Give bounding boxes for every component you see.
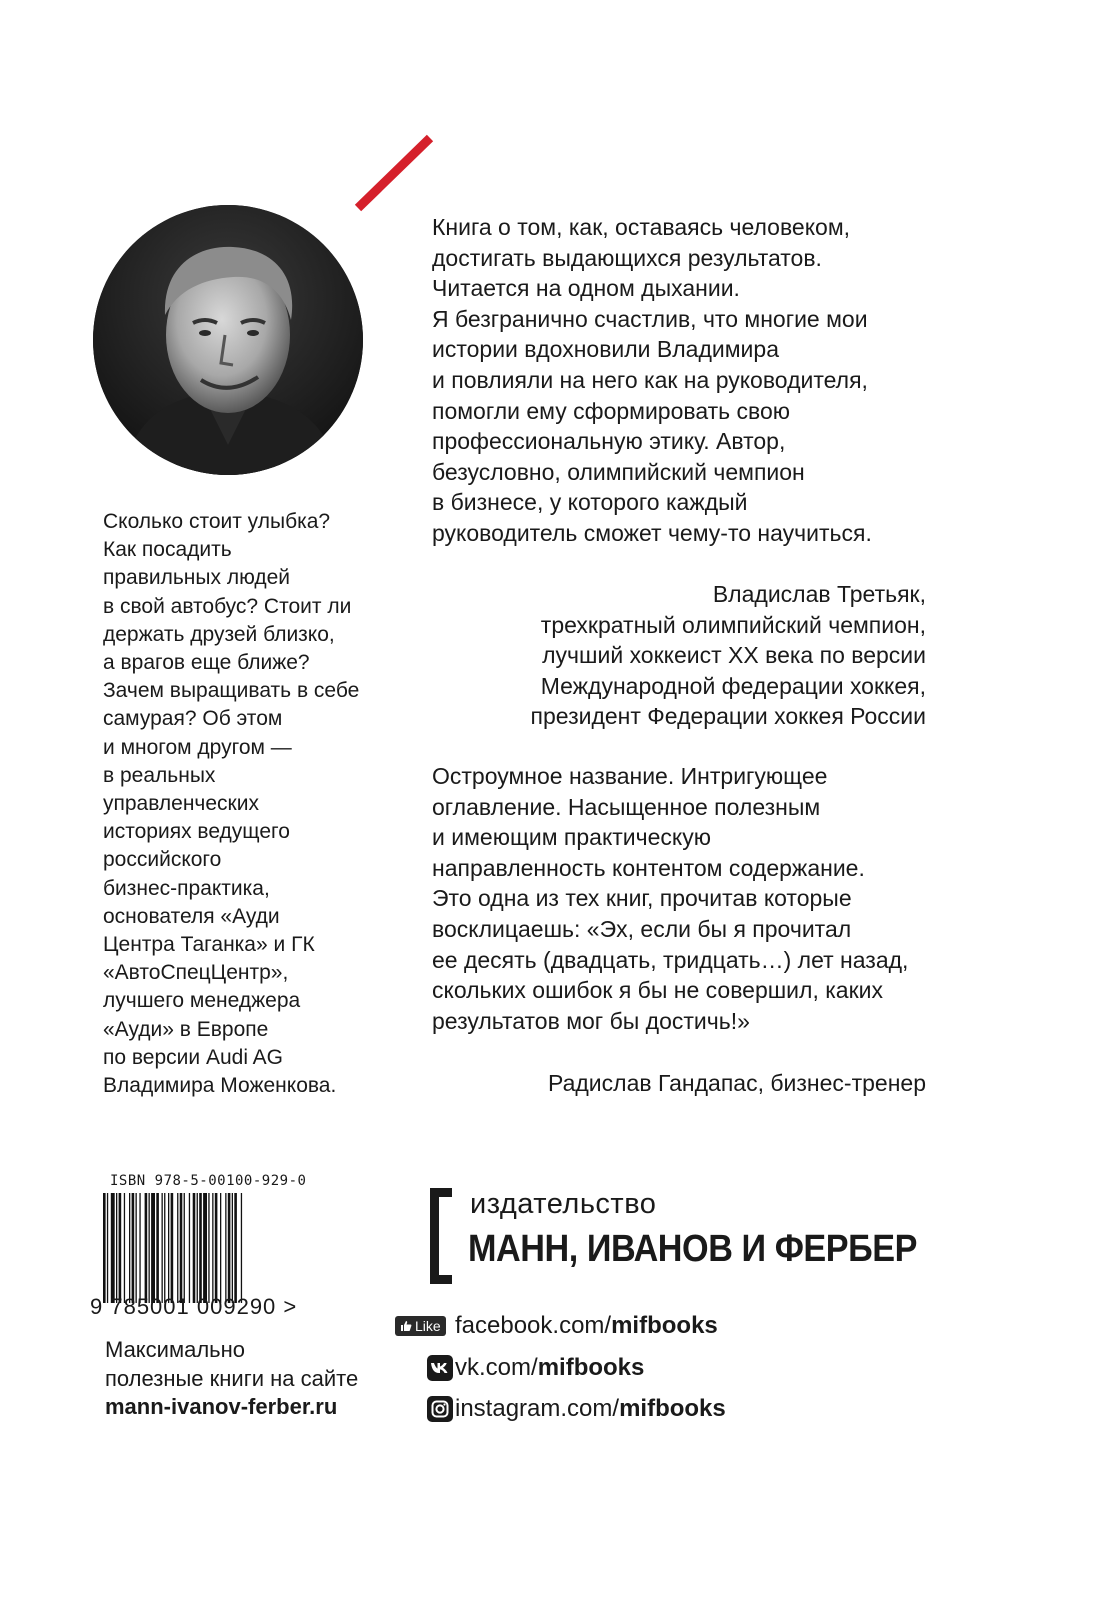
endorsement-quote-gandapas: Остроумное название. Интригующее оглавление. Насыщенное полезным и имеющим практическую направленность контентом содержание. Это одна из тех книг, прочитав которые восклицаешь: «Эх, если бы я прочитал ее десять (двадцать, тридцать…) лет назад, скольких ошибок я бы не совершил, каких результатов мог бы достичь!»	[432, 763, 909, 1034]
barcode-bar	[132, 1193, 135, 1303]
barcode-bar	[136, 1193, 137, 1303]
barcode-bar	[184, 1193, 185, 1303]
barcode-bar	[139, 1193, 140, 1303]
barcode-bar	[168, 1193, 169, 1303]
barcode-bar	[129, 1193, 130, 1303]
barcode-bar	[116, 1193, 117, 1303]
facebook-like-label: Like	[415, 1318, 441, 1334]
vk-icon	[427, 1355, 453, 1381]
site-promo-line1: Максимально	[105, 1337, 246, 1362]
barcode-bar	[241, 1193, 242, 1303]
instagram-url[interactable]: instagram.com/mifbooks	[455, 1395, 726, 1422]
publisher-bracket-logo	[430, 1188, 452, 1284]
publisher-name: МАНН, ИВАНОВ И ФЕРБЕР	[468, 1228, 918, 1270]
barcode-bar	[162, 1193, 163, 1303]
facebook-like-icon	[395, 1316, 446, 1336]
isbn-number: ISBN 978-5-00100-929-0	[110, 1173, 307, 1189]
barcode-bar	[199, 1193, 202, 1303]
barcode-bar	[193, 1193, 196, 1303]
barcode-bar	[151, 1193, 155, 1303]
social-link-instagram[interactable]	[395, 1393, 815, 1425]
red-accent-stripe	[350, 130, 440, 220]
barcode-bar	[111, 1193, 115, 1303]
instagram-icon	[427, 1396, 453, 1422]
barcode-bar	[156, 1193, 159, 1303]
barcode-bar	[180, 1193, 183, 1303]
social-link-vk[interactable]	[395, 1352, 815, 1384]
book-blurb: Сколько стоит улыбка? Как посадить правильных людей в свой автобус? Стоит ли держать друзей близко, а врагов еще ближе? Зачем выращивать в себе самурая? Об этом и многом другом — в реальных управленческих историях ведущего российского бизнес-практика, основателя «Ауди Центра Таганка» и ГК «АвтоСпецЦентр», лучшего менеджера «Ауди» в Европе по версии Audi AG Владимира Моженкова.	[103, 510, 360, 1098]
endorsement-quote-tretyak: Книга о том, как, оставаясь человеком, достигать выдающихся результатов. Читается на одном дыхании. Я безгранично счастлив, что многие мои истории вдохновили Владимира и повлияли на него как на руководителя, помогли ему сформировать свою профессиональную этику. Автор, безусловно, олимпийский чемпион в бизнесе, у которого каждый руководитель сможет чему-то научиться.	[432, 214, 872, 546]
facebook-url[interactable]: facebook.com/mifbooks	[455, 1312, 718, 1339]
barcode-bar	[212, 1193, 213, 1303]
barcode-bar	[119, 1193, 122, 1303]
barcode-bar	[203, 1193, 207, 1303]
site-url-link[interactable]: mann-ivanov-ferber.ru	[105, 1394, 338, 1419]
author-portrait	[93, 205, 363, 475]
barcode-bar	[225, 1193, 226, 1303]
barcode-bar	[208, 1193, 209, 1303]
endorsement-attribution-gandapas: Радислав Гандапас, бизнес-тренер	[548, 1070, 926, 1096]
publisher-label: издательство	[470, 1188, 657, 1220]
barcode-bar	[197, 1193, 198, 1303]
barcode-bar	[164, 1193, 165, 1303]
barcode-bar	[177, 1193, 178, 1303]
barcode-bar	[228, 1193, 231, 1303]
barcode-bar	[220, 1193, 221, 1303]
endorsement-attribution-tretyak: Владислав Третьяк, трехкратный олимпийский чемпион, лучший хоккеист XX века по версии Международной федерации хоккея, президент Федерации хоккея России	[530, 581, 926, 730]
barcode-bar	[171, 1193, 174, 1303]
site-promo	[105, 1336, 405, 1422]
barcode-bar	[107, 1193, 108, 1303]
vk-url[interactable]: vk.com/mifbooks	[455, 1354, 645, 1381]
barcode-bar	[149, 1193, 150, 1303]
ean-digits: 9 785001 009290 >	[90, 1294, 298, 1319]
social-link-facebook[interactable]	[395, 1310, 815, 1342]
barcode-bar	[232, 1193, 233, 1303]
barcode-bar	[234, 1193, 237, 1303]
barcode-bar	[145, 1193, 148, 1303]
barcode-bar	[124, 1193, 125, 1303]
barcode-bar	[215, 1193, 218, 1303]
barcode	[101, 1193, 306, 1303]
barcode-bar	[103, 1193, 106, 1303]
barcode-bar	[189, 1193, 190, 1303]
site-promo-line2: полезные книги на сайте	[105, 1365, 359, 1391]
